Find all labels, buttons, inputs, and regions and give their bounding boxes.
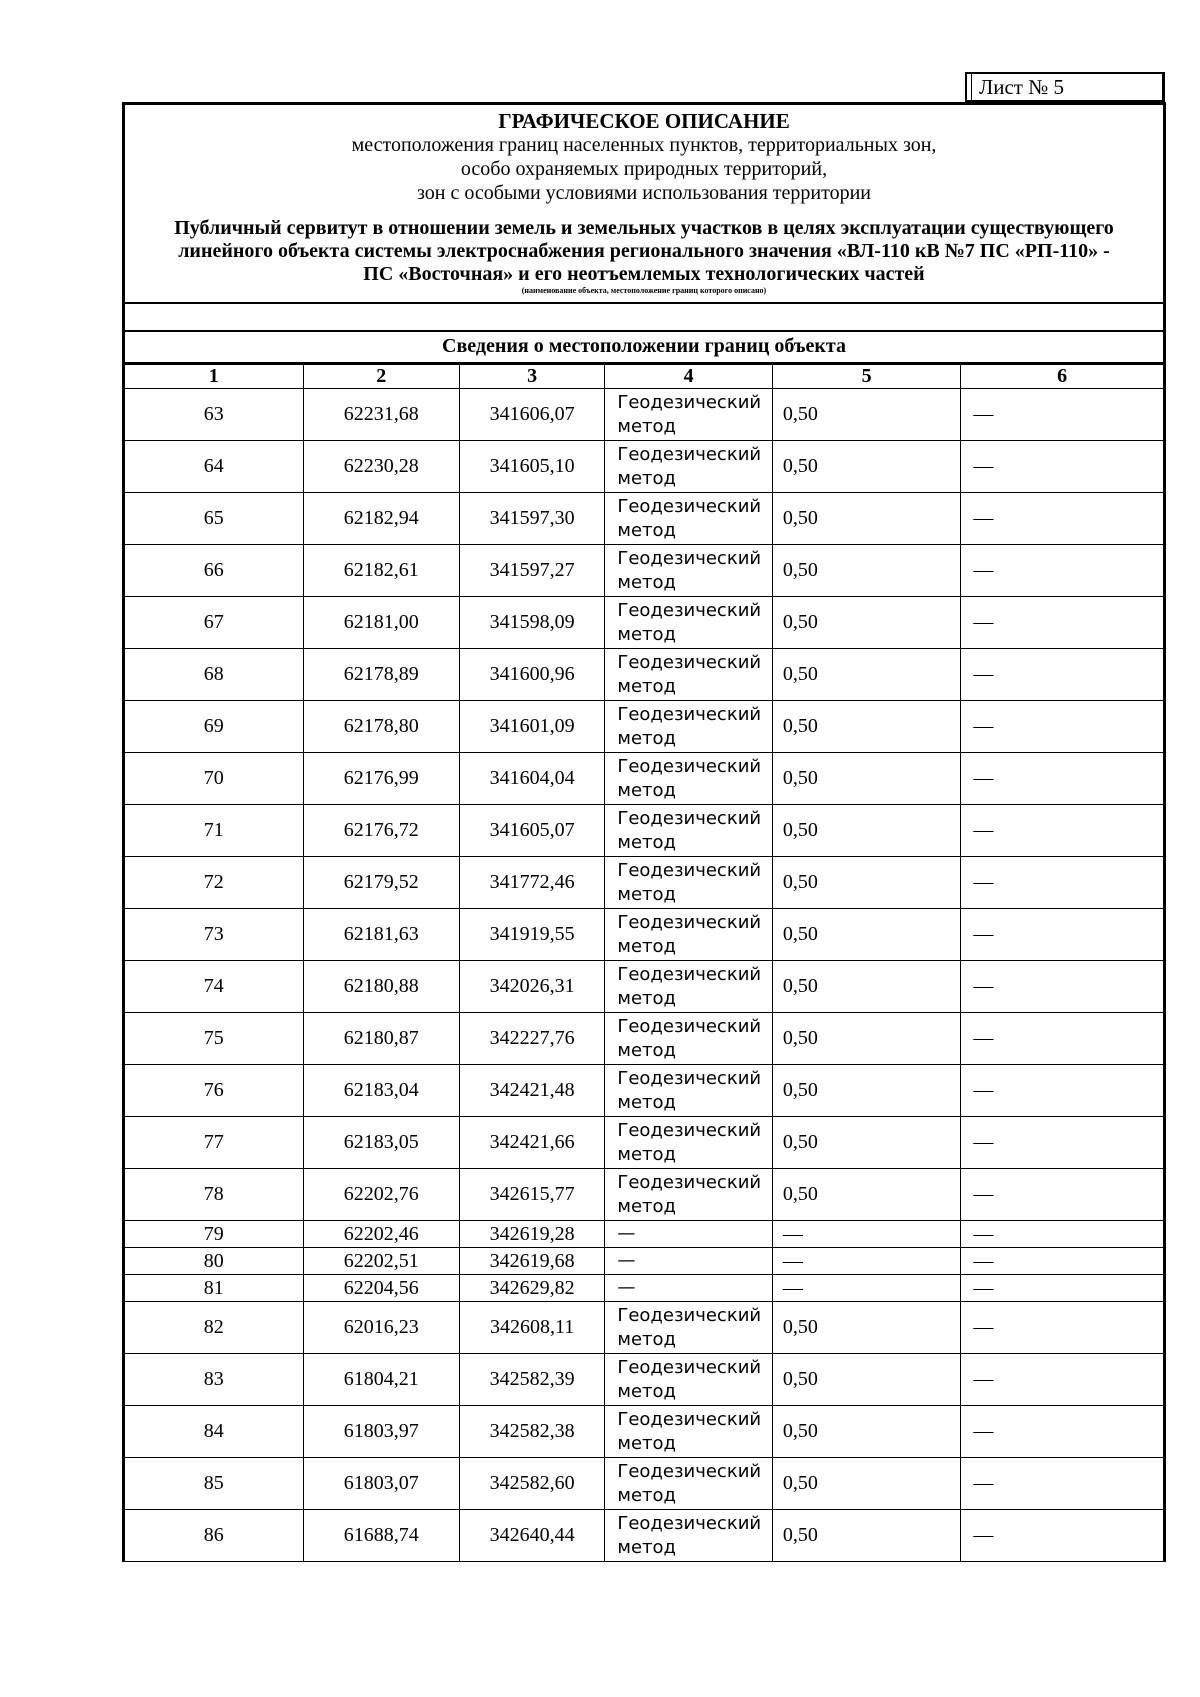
table-row [124,389,1165,441]
method-text: Геодезический метод [617,599,762,645]
point-number-cell: 68 [124,649,304,701]
point-number-cell: 70 [124,753,304,805]
table-row [124,1275,1165,1302]
method-cell [605,1406,772,1458]
method-text: Геодезический метод [617,391,762,437]
method-cell [605,1169,772,1221]
method-text: Геодезический метод [617,651,762,697]
document-header [122,102,1166,365]
coordinate-x-cell: 62202,51 [303,1248,459,1275]
description-cell: — [961,753,1165,805]
method-cell [605,1302,772,1354]
accuracy-cell: 0,50 [772,1065,961,1117]
object-name: Публичный сервитут в отношении земель и земельных участков в целях эксплуатации существующего линейного объекта системы электроснабжения регионального значения «ВЛ-110 кВ №7 ПС «РП-110» - ПС «Восточная» и его неотъемлемых технологических частей [174,217,1114,285]
coordinate-x-cell: 62181,00 [303,597,459,649]
method-cell [605,753,772,805]
coordinate-y-cell: 341606,07 [459,389,604,441]
subtitle-line: особо охраняемых природных территорий, [460,158,828,180]
table-row [124,649,1165,701]
accuracy-cell: 0,50 [772,441,961,493]
method-text: Геодезический метод [617,807,762,853]
method-cell [605,1458,772,1510]
table-row [124,1354,1165,1406]
description-cell: — [961,1406,1165,1458]
description-cell: — [961,597,1165,649]
method-text: Геодезический метод [617,703,762,749]
point-number-cell: 76 [124,1065,304,1117]
accuracy-cell: 0,50 [772,701,961,753]
point-number-cell: 79 [124,1221,304,1248]
accuracy-cell: 0,50 [772,493,961,545]
description-cell: — [961,1221,1165,1248]
coordinate-y-cell: 341601,09 [459,701,604,753]
sheet-number: Лист № 5 [979,75,1065,99]
table-row [124,1248,1165,1275]
coordinate-x-cell: 62016,23 [303,1302,459,1354]
method-text: Геодезический метод [617,1119,762,1165]
accuracy-cell: 0,50 [772,1354,961,1406]
point-number-cell: 67 [124,597,304,649]
description-cell: — [961,1248,1165,1275]
header-empty-row [125,302,1163,330]
method-cell [605,441,772,493]
point-number-cell: 71 [124,805,304,857]
coordinate-x-cell: 62182,94 [303,493,459,545]
coordinate-y-cell: 341772,46 [459,857,604,909]
point-number-cell: 78 [124,1169,304,1221]
accuracy-cell: 0,50 [772,1458,961,1510]
coordinate-x-cell: 61688,74 [303,1510,459,1562]
point-number-cell: 85 [124,1458,304,1510]
table-body [124,389,1165,1562]
table-row [124,1302,1165,1354]
method-text: Геодезический метод [617,1015,762,1061]
object-name-caption: (наименование объекта, местоположение границ которого описано) [521,286,767,295]
point-number-cell: 86 [124,1510,304,1562]
method-cell [605,1117,772,1169]
accuracy-cell: 0,50 [772,1510,961,1562]
point-number-cell: 74 [124,961,304,1013]
coordinate-x-cell: 61804,21 [303,1354,459,1406]
description-cell: — [961,545,1165,597]
table-row [124,441,1165,493]
accuracy-cell: — [772,1275,961,1302]
column-header-6: 6 [961,364,1165,389]
table-row [124,1458,1165,1510]
coordinate-y-cell: 342619,68 [459,1248,604,1275]
table-row [124,1117,1165,1169]
accuracy-cell: 0,50 [772,649,961,701]
coordinate-y-cell: 342582,39 [459,1354,604,1406]
method-text: Геодезический метод [617,911,762,957]
table-row [124,753,1165,805]
method-text: Геодезический метод [617,1408,762,1454]
subtitle-line: местоположения границ населенных пунктов, территориальных зон, [351,134,937,156]
method-cell [605,961,772,1013]
accuracy-cell: 0,50 [772,1406,961,1458]
table-row [124,805,1165,857]
coordinate-x-cell: 62180,87 [303,1013,459,1065]
description-cell: — [961,805,1165,857]
method-text: Геодезический метод [617,1304,762,1350]
method-text: Геодезический метод [617,755,762,801]
accuracy-cell: 0,50 [772,1013,961,1065]
method-cell [605,1013,772,1065]
method-cell [605,805,772,857]
coordinate-x-cell: 62176,72 [303,805,459,857]
description-cell: — [961,1013,1165,1065]
point-number-cell: 81 [124,1275,304,1302]
description-cell: — [961,909,1165,961]
description-cell: — [961,649,1165,701]
coordinate-y-cell: 342582,60 [459,1458,604,1510]
method-text: Геодезический метод [617,547,762,593]
table-row [124,961,1165,1013]
column-header-1: 1 [124,364,304,389]
coordinate-y-cell: 341919,55 [459,909,604,961]
description-cell: — [961,1458,1165,1510]
method-text: Геодезический метод [617,1460,762,1506]
coordinate-y-cell: 341597,30 [459,493,604,545]
column-header-5: 5 [772,364,961,389]
method-cell [605,545,772,597]
coordinate-x-cell: 62231,68 [303,389,459,441]
subtitle-line: зон с особыми условиями использования территории [416,182,872,204]
description-cell: — [961,961,1165,1013]
coordinate-y-cell: 342608,11 [459,1302,604,1354]
table-row [124,857,1165,909]
method-text: Геодезический метод [617,1356,762,1402]
table-row [124,1510,1165,1562]
column-header-2: 2 [303,364,459,389]
table-row [124,597,1165,649]
point-number-cell: 63 [124,389,304,441]
method-text: Геодезический метод [617,1067,762,1113]
header-main [125,105,1163,302]
accuracy-cell: 0,50 [772,909,961,961]
coordinate-x-cell: 62178,89 [303,649,459,701]
coordinate-y-cell: 341604,04 [459,753,604,805]
method-cell [605,493,772,545]
method-cell [605,649,772,701]
coordinate-x-cell: 61803,97 [303,1406,459,1458]
description-cell: — [961,857,1165,909]
coordinate-y-cell: 342615,77 [459,1169,604,1221]
accuracy-cell: 0,50 [772,753,961,805]
point-number-cell: 64 [124,441,304,493]
coordinate-y-cell: 342421,48 [459,1065,604,1117]
accuracy-cell: 0,50 [772,961,961,1013]
point-number-cell: 72 [124,857,304,909]
point-number-cell: 69 [124,701,304,753]
method-cell [605,597,772,649]
coordinate-x-cell: 62230,28 [303,441,459,493]
point-number-cell: 80 [124,1248,304,1275]
coordinate-x-cell: 62176,99 [303,753,459,805]
coordinate-x-cell: 62179,52 [303,857,459,909]
method-cell [605,909,772,961]
coordinate-y-cell: 341600,96 [459,649,604,701]
coordinate-y-cell: 342227,76 [459,1013,604,1065]
accuracy-cell: 0,50 [772,1302,961,1354]
coordinate-y-cell: 342640,44 [459,1510,604,1562]
table-row [124,545,1165,597]
method-cell [605,389,772,441]
method-cell: — [605,1248,772,1275]
description-cell: — [961,1354,1165,1406]
method-cell [605,1510,772,1562]
section-title: Сведения о местоположении границ объекта [125,330,1163,365]
method-cell [605,701,772,753]
sheet-number-box [965,72,1165,102]
document-title: ГРАФИЧЕСКОЕ ОПИСАНИЕ [498,109,790,133]
coordinate-y-cell: 342619,28 [459,1221,604,1248]
accuracy-cell: — [772,1248,961,1275]
accuracy-cell: 0,50 [772,1117,961,1169]
method-text: Геодезический метод [617,495,762,541]
column-header-3: 3 [459,364,604,389]
table-row [124,1065,1165,1117]
coordinate-x-cell: 62204,56 [303,1275,459,1302]
method-cell [605,1065,772,1117]
table-row [124,1221,1165,1248]
point-number-cell: 84 [124,1406,304,1458]
description-cell: — [961,389,1165,441]
table-row [124,701,1165,753]
accuracy-cell: 0,50 [772,597,961,649]
coordinate-x-cell: 62202,76 [303,1169,459,1221]
coordinate-x-cell: 62182,61 [303,545,459,597]
description-cell: — [961,1117,1165,1169]
table-row [124,1406,1165,1458]
method-text: Геодезический метод [617,963,762,1009]
point-number-cell: 77 [124,1117,304,1169]
point-number-cell: 65 [124,493,304,545]
coordinate-y-cell: 341597,27 [459,545,604,597]
table-header-row [124,364,1165,389]
method-cell [605,857,772,909]
accuracy-cell: 0,50 [772,857,961,909]
method-text: Геодезический метод [617,443,762,489]
description-cell: — [961,441,1165,493]
column-header-4: 4 [605,364,772,389]
coordinate-x-cell: 61803,07 [303,1458,459,1510]
method-cell: — [605,1275,772,1302]
accuracy-cell: 0,50 [772,545,961,597]
description-cell: — [961,493,1165,545]
coordinate-y-cell: 342421,66 [459,1117,604,1169]
accuracy-cell: 0,50 [772,389,961,441]
coordinate-y-cell: 342582,38 [459,1406,604,1458]
description-cell: — [961,1510,1165,1562]
method-text: Геодезический метод [617,859,762,905]
method-cell: — [605,1221,772,1248]
point-number-cell: 73 [124,909,304,961]
description-cell: — [961,1065,1165,1117]
coordinate-y-cell: 341605,10 [459,441,604,493]
table-row [124,493,1165,545]
table-row [124,909,1165,961]
method-text: Геодезический метод [617,1171,762,1217]
coordinate-y-cell: 342629,82 [459,1275,604,1302]
accuracy-cell: — [772,1221,961,1248]
point-number-cell: 82 [124,1302,304,1354]
coordinate-x-cell: 62183,04 [303,1065,459,1117]
accuracy-cell: 0,50 [772,1169,961,1221]
description-cell: — [961,701,1165,753]
coordinates-table [122,364,1166,1562]
table-row [124,1013,1165,1065]
accuracy-cell: 0,50 [772,805,961,857]
table-row [124,1169,1165,1221]
point-number-cell: 75 [124,1013,304,1065]
coordinate-x-cell: 62178,80 [303,701,459,753]
coordinate-x-cell: 62202,46 [303,1221,459,1248]
coordinate-y-cell: 341598,09 [459,597,604,649]
description-cell: — [961,1169,1165,1221]
coordinate-y-cell: 342026,31 [459,961,604,1013]
coordinate-x-cell: 62180,88 [303,961,459,1013]
method-text: Геодезический метод [617,1512,762,1558]
coordinate-x-cell: 62183,05 [303,1117,459,1169]
method-cell [605,1354,772,1406]
description-cell: — [961,1302,1165,1354]
point-number-cell: 83 [124,1354,304,1406]
point-number-cell: 66 [124,545,304,597]
coordinate-x-cell: 62181,63 [303,909,459,961]
coordinate-y-cell: 341605,07 [459,805,604,857]
description-cell: — [961,1275,1165,1302]
